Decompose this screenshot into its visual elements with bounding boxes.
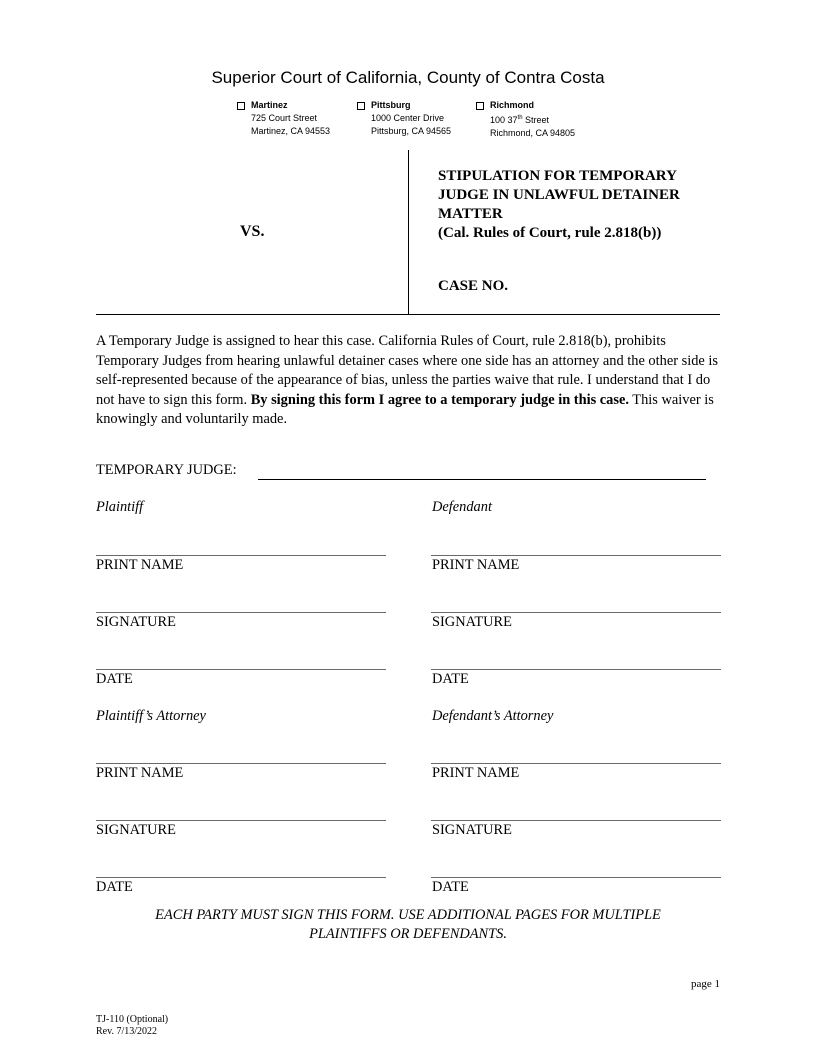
plaintiff-date-line[interactable] (96, 669, 386, 670)
plaintiff-print-name-line[interactable] (96, 555, 386, 556)
print-name-label: PRINT NAME (432, 557, 520, 573)
temporary-judge-line[interactable] (258, 479, 706, 480)
pittsburg-checkbox[interactable] (357, 102, 365, 110)
print-name-label: PRINT NAME (96, 557, 184, 573)
location-name: Pittsburg (371, 100, 411, 110)
defendant-attorney-print-name-line[interactable] (431, 763, 721, 764)
location-martinez (251, 99, 330, 138)
defendant-attorney-date-line[interactable] (431, 877, 721, 878)
page-number: page 1 (691, 978, 721, 990)
plaintiff-label: Plaintiff (96, 499, 144, 515)
signature-label: SIGNATURE (96, 822, 176, 838)
plaintiff-attorney-label: Plaintiff’s Attorney (96, 708, 206, 724)
location-street: 100 37th Street (490, 115, 550, 125)
defendant-label: Defendant (432, 499, 492, 515)
plaintiff-attorney-signature-line[interactable] (96, 820, 386, 821)
case-number-label: CASE NO. (438, 278, 509, 294)
location-richmond (490, 99, 575, 140)
plaintiff-attorney-date-line[interactable] (96, 877, 386, 878)
signature-label: SIGNATURE (432, 614, 512, 630)
martinez-checkbox[interactable] (237, 102, 245, 110)
court-title: Superior Court of California, County of Contra Costa (211, 68, 605, 87)
caption-divider-vertical (408, 150, 409, 314)
signing-instruction: EACH PARTY MUST SIGN THIS FORM. USE ADDITIONAL PAGES FOR MULTIPLE PLAINTIFFS OR DEFENDANTS. (155, 907, 661, 942)
location-street: 1000 Center Drive (371, 113, 445, 123)
temporary-judge-label: TEMPORARY JUDGE: (96, 462, 237, 478)
form-identifier: TJ-110 (Optional) Rev. 7/13/2022 (96, 1014, 169, 1037)
print-name-label: PRINT NAME (432, 765, 520, 781)
location-name: Richmond (490, 100, 534, 110)
location-city: Richmond, CA 94805 (490, 128, 576, 138)
agreement-statement: By signing this form I agree to a temporary judge in this case. (250, 391, 629, 408)
date-label: DATE (432, 671, 469, 687)
waiver-paragraph: A Temporary Judge is assigned to hear this case. California Rules of Court, rule 2.818(b), prohibits Temporary Judges from hearing unlawful detainer cases where one side has an attorney and the other side is self-represented because of the appearance of bias, unless the parties waive that rule. I understand that I do not have to sign this form. By signing this form I agree to a temporary judge in this case. This waiver is knowingly and voluntarily made. (96, 333, 718, 427)
location-name: Martinez (251, 100, 288, 110)
location-street: 725 Court Street (251, 113, 318, 123)
plaintiff-attorney-print-name-line[interactable] (96, 763, 386, 764)
richmond-checkbox[interactable] (476, 102, 484, 110)
defendant-date-line[interactable] (431, 669, 721, 670)
versus-label: VS. (240, 223, 265, 240)
location-city: Pittsburg, CA 94565 (371, 126, 452, 136)
signature-label: SIGNATURE (432, 822, 512, 838)
location-pittsburg (371, 99, 451, 138)
caption-divider-horizontal (96, 314, 720, 315)
defendant-signature-line[interactable] (431, 612, 721, 613)
print-name-label: PRINT NAME (96, 765, 184, 781)
date-label: DATE (432, 879, 469, 895)
date-label: DATE (96, 671, 133, 687)
signature-label: SIGNATURE (96, 614, 176, 630)
location-city: Martinez, CA 94553 (251, 126, 331, 136)
plaintiff-signature-line[interactable] (96, 612, 386, 613)
defendant-attorney-signature-line[interactable] (431, 820, 721, 821)
date-label: DATE (96, 879, 133, 895)
form-title: STIPULATION FOR TEMPORARY JUDGE IN UNLAWFUL DETAINER MATTER (Cal. Rules of Court, rule 2.818(b)) (438, 168, 680, 241)
defendant-print-name-line[interactable] (431, 555, 721, 556)
defendant-attorney-label: Defendant’s Attorney (432, 708, 554, 724)
